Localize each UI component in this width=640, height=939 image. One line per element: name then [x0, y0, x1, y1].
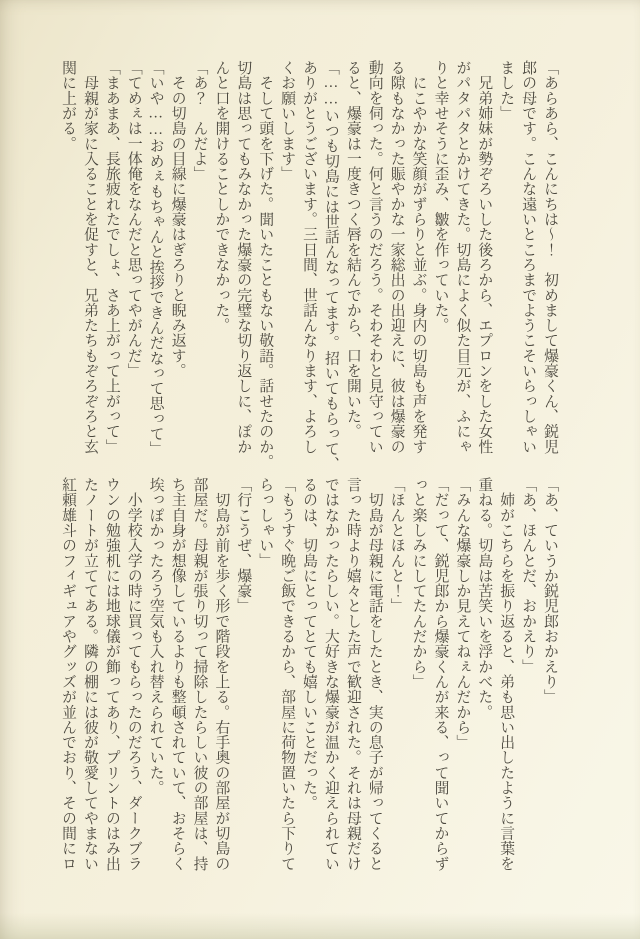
text-column: にこやかな笑顔がずらりと並ぶ。身内の切島も声を発す	[410, 60, 427, 454]
text-column: ると、爆豪は一度きつく唇を結んでから、口を開いた。	[344, 60, 361, 439]
text-column: らっしゃい」	[257, 477, 274, 568]
text-column: がパタパタとかけてきた。切島によく似た目元が、ふにゃ	[454, 60, 471, 454]
text-column: 「あ、ほんとだ、おかえり」	[520, 477, 537, 674]
text-column: 「あらあら、こんにちは～！ 初めまして爆豪くん、鋭児	[542, 60, 558, 454]
text-column: 「あ、ていうか鋭児郎おかえり」	[542, 477, 558, 705]
text-column: 郎の母です。こんな遠いところまでようこそいらっしゃい	[520, 60, 537, 454]
text-column: 姉がこちらを振り返ると、弟も思い出したように言葉を	[498, 477, 515, 871]
text-column: ウンの勉強机には地球儀が飾ってあり、プリントのはみ出	[103, 477, 120, 871]
text-column: くお願いします」	[279, 60, 296, 182]
text-column: 切島が母親に電話をしたとき、実の息子が帰ってくると	[366, 477, 383, 871]
text-column: 「まあまあ、長旅疲れたでしょ、さあ上がって上がって」	[103, 60, 120, 454]
text-column: 「だって、鋭児郎から爆豪くんが来る、って聞いてからず	[432, 477, 449, 871]
text-column: る隙もなかった賑やかな一家総出の出迎えに、彼は爆豪の	[388, 60, 405, 454]
text-column: 小学校入学の時に買ってもらったのだろう、ダークブラ	[125, 477, 142, 871]
text-column: りと幸せそうに歪み、皺を作っていた。	[432, 60, 449, 333]
text-column: 「行こうぜ、爆豪」	[235, 477, 252, 614]
text-column: ち主自身が想像しているよりも整頓されていて、おそらく	[169, 477, 186, 871]
text-column: んと口を開けることしかできなかった。	[213, 60, 230, 333]
text-column: っと楽しみにしてたんだから」	[410, 477, 427, 690]
text-column: 母親が家に入ることを促すと、兄弟たちもぞろぞろと玄	[81, 60, 98, 454]
text-column: 言った時より嬉々とした声で歓迎された。それは母親だけ	[344, 477, 361, 871]
text-column: 紅頼雄斗のフィギュアやグッズが並んでおり、その間にロ	[60, 477, 77, 871]
text-column: 「てめぇは一体俺をなんだと思ってやがんだ」	[125, 60, 142, 379]
text-column: その切島の目線に爆豪はぎろりと睨み返す。	[169, 60, 186, 379]
text-column: そして頭を下げた。聞いたこともない敬語。話せたのか。	[257, 60, 274, 470]
text-column: 重ねる。切島は苦笑いを浮かべた。	[476, 477, 493, 720]
text-column: 切島は思ってもみなかった爆豪の完璧な切り返しに、ぽか	[235, 60, 252, 454]
text-column: たノートが立ててある。隣の棚には彼が敬愛してやまない	[81, 477, 98, 871]
text-column: ました」	[498, 60, 515, 121]
text-column: 「みんな爆豪しか見えてねぇんだから」	[454, 477, 471, 750]
text-column: ではなかったらしい。大好きな爆豪が温かく迎えられてい	[322, 477, 339, 871]
text-column: 「……いつも切島には世話んなってます。招いてもらって、	[322, 60, 339, 472]
text-column: 「ほんとほんと！」	[388, 477, 405, 614]
text-block-bottom	[56, 477, 560, 883]
text-column: 「あ？ んだよ」	[191, 60, 208, 182]
text-column: 切島が前を歩く形で階段を上る。右手奥の部屋が切島の	[213, 477, 230, 871]
text-column: 「いや……おめぇもちゃんと挨拶できんだなって思って」	[147, 60, 164, 457]
text-column: 埃っぽかったろう空気も入れ替えられていた。	[147, 477, 164, 796]
text-column: 関に上がる。	[60, 60, 77, 151]
text-column: 兄弟姉妹が勢ぞろいした後ろから、エプロンをした女性	[476, 60, 493, 454]
text-column: るのは、切島にとってとても嬉しいことだった。	[301, 477, 318, 811]
text-column: 動向を伺った。何と言うのだろう。そわそわと見守ってい	[366, 60, 383, 454]
text-column: ありがとうございます。三日間、世話んなります、よろし	[301, 60, 318, 454]
text-column: 「もうすぐ晩ご飯できるから、部屋に荷物置いたら下りて	[279, 477, 296, 871]
text-block-top	[56, 60, 560, 472]
text-column: 部屋だ。母親が張り切って掃除したらしい彼の部屋は、持	[191, 477, 208, 871]
